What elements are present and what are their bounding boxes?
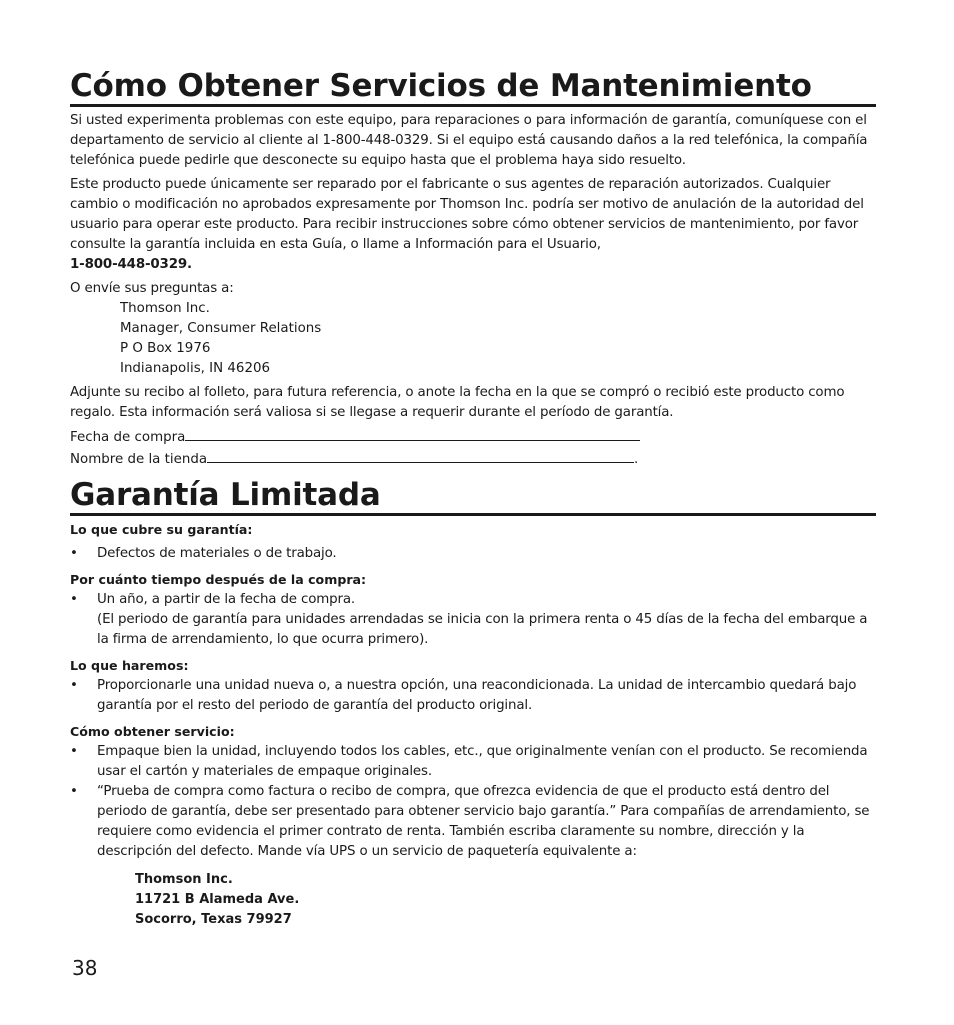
bullet-icon: • xyxy=(70,784,78,799)
list-item-note: (El periodo de garantía para unidades arrendadas se inicia con la primera renta o 45 días de la fecha del embarque a la firma de arrendamiento, lo que ocurra primero). xyxy=(97,612,868,647)
service-paragraph-2 xyxy=(70,175,876,275)
list-item-text: Proporcionarle una unidad nueva o, a nuestra opción, una reacondicionada. La unidad de intercambio quedará bajo garantía por el resto del periodo de garantía del producto original. xyxy=(97,678,857,713)
purchase-date-label: Fecha de compra xyxy=(70,430,186,445)
list-item-text: Un año, a partir de la fecha de compra. xyxy=(97,592,356,607)
page-content xyxy=(70,68,876,930)
do-list xyxy=(70,676,876,716)
service-paragraph-1: Si usted experimenta problemas con este equipo, para reparaciones o para información de garantía, comuníquese con el departamento de servicio al cliente al 1-800-448-0329. Si el equipo está causando daños a la red telefónica, la compañía telefónica puede pedirle que desconecte su equipo hasta que el problema haya sido resuelto. xyxy=(70,113,868,168)
bullet-icon: • xyxy=(70,546,78,561)
purchase-date-field[interactable] xyxy=(185,427,640,441)
list-item xyxy=(70,544,876,564)
list-item xyxy=(70,590,876,650)
service-list xyxy=(70,742,876,862)
section-title-service: Cómo Obtener Servicios de Mantenimiento xyxy=(70,68,876,107)
address-line: 11721 B Alameda Ave. xyxy=(135,892,300,907)
address-line: Thomson Inc. xyxy=(120,301,210,316)
bullet-icon: • xyxy=(70,678,78,693)
duration-heading: Por cuánto tiempo después de la compra: xyxy=(70,572,367,587)
service-phone: 1-800-448-0329. xyxy=(70,257,192,272)
store-name-end: . xyxy=(634,452,639,467)
service-paragraph-2-text: Este producto puede únicamente ser reparado por el fabricante o sus agentes de reparación autorizados. Cualquier cambio o modificación no aprobados expresamente por Thomson Inc. podría ser motivo de anulación de la autoridad del usuario para operar este producto. Para recibir instrucciones sobre cómo obtener servicios de mantenimiento, por favor consulte la garantía incluida en esta Guía, o llame a Información para el Usuario, xyxy=(70,177,864,252)
shipping-address xyxy=(70,870,876,930)
address-line: Thomson Inc. xyxy=(135,872,233,887)
address-line: Indianapolis, IN 46206 xyxy=(120,361,270,376)
address-line: Socorro, Texas 79927 xyxy=(135,912,292,927)
list-item xyxy=(70,742,876,782)
bullet-icon: • xyxy=(70,592,78,607)
covers-heading: Lo que cubre su garantía: xyxy=(70,522,253,537)
page-number: 38 xyxy=(72,956,98,980)
list-item-text: Defectos de materiales o de trabajo. xyxy=(97,546,337,561)
send-intro: O envíe sus preguntas a: xyxy=(70,281,234,296)
mailing-address xyxy=(70,299,876,379)
list-item-text: Empaque bien la unidad, incluyendo todos los cables, etc., que originalmente venían con el producto. Se recomienda usar el cartón y materiales de empaque originales. xyxy=(97,744,868,779)
list-item xyxy=(70,676,876,716)
covers-list xyxy=(70,544,876,564)
address-line: Manager, Consumer Relations xyxy=(120,321,322,336)
receipt-paragraph: Adjunte su recibo al folleto, para futura referencia, o anote la fecha en la que se compró o recibió este producto como regalo. Esta información será valiosa si se llegase a requerir durante el período de garantía. xyxy=(70,385,845,420)
bullet-icon: • xyxy=(70,744,78,759)
store-name-field[interactable] xyxy=(207,449,634,463)
store-name-row xyxy=(70,449,876,471)
list-item-text: “Prueba de compra como factura o recibo de compra, que ofrezca evidencia de que el producto está dentro del periodo de garantía, debe ser presentado para obtener servicio bajo garantía.” Para compañías de arrendamiento, se requiere como evidencia el primer contrato de renta. También escriba claramente su nombre, dirección y la descripción del defecto. Mande vía UPS o un servicio de paquetería equivalente a: xyxy=(97,784,870,859)
duration-list xyxy=(70,590,876,650)
store-name-label: Nombre de la tienda xyxy=(70,452,208,467)
do-heading: Lo que haremos: xyxy=(70,658,189,673)
purchase-date-row xyxy=(70,427,876,449)
list-item xyxy=(70,782,876,862)
address-line: P O Box 1976 xyxy=(120,341,211,356)
service-heading: Cómo obtener servicio: xyxy=(70,724,235,739)
section-title-warranty: Garantía Limitada xyxy=(70,477,876,516)
